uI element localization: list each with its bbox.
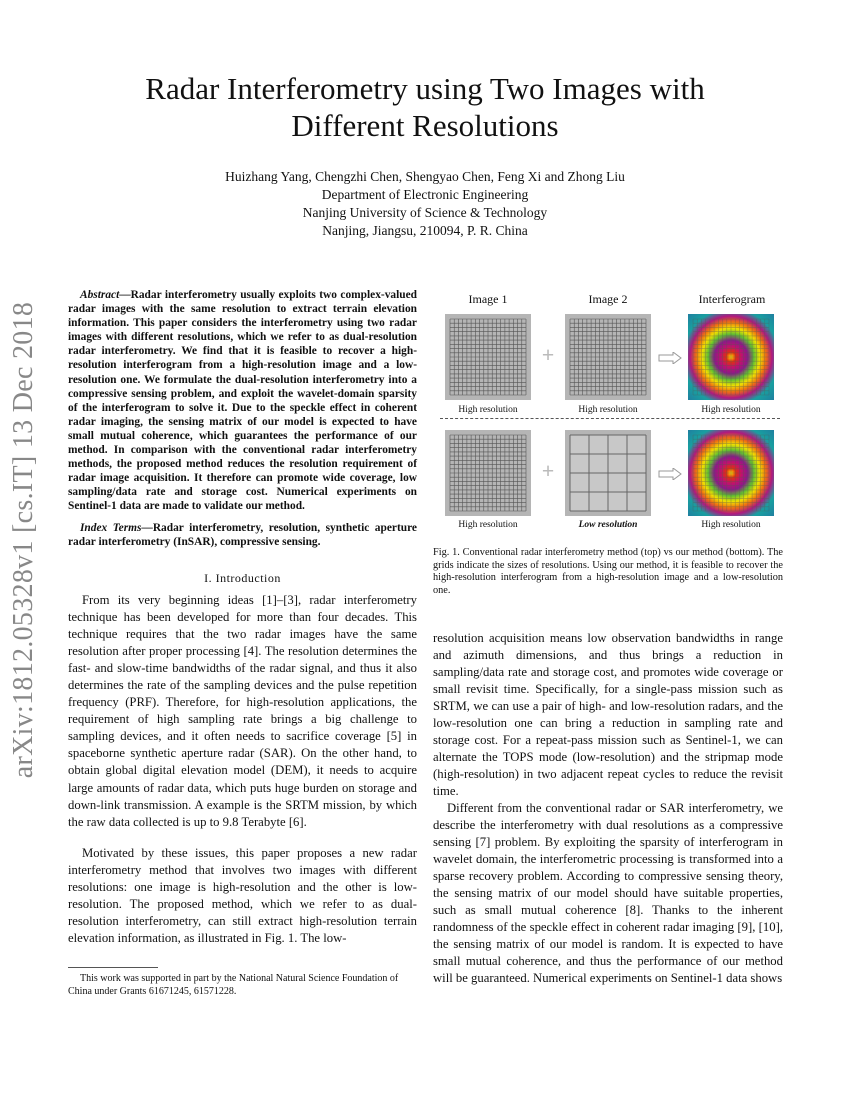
affiliation: Nanjing, Jiangsu, 210094, P. R. China <box>322 223 528 238</box>
authors: Huizhang Yang, Chengzhi Chen, Shengyao Chen, Feng Xi and Zhong Liu <box>225 169 625 184</box>
figure-caption: Fig. 1. Conventional radar interferometry method (top) vs our method (bottom). The grids indicate the sizes of resolutions. Using our method, it is feasible to recover the high-resolution interferogram from a high-resolution image and a low-resolution one. <box>433 547 783 596</box>
intro-paragraph: Different from the conventional radar or SAR interferometry, we describe the interferometry with dual resolutions as a compressive sensing [7] problem. By exploiting the sparsity of interferogram in wavelet domain, the interferometric processing is transformed into a sparse recovery problem. According to compressive sensing theory, the sensing matrix of our model should have suitable properties, such as small mutual coherence [8]. Thanks to the inherent randomness of the speckle effect in coherent radar imaging [9], [10], the sensing matrix of our model is random. It is expected to have small mutual coherence, and thus the performance of our method will be guaranteed. Numerical experiments on Sentinel-1 data shows <box>433 801 783 986</box>
intro-paragraph: From its very beginning ideas [1]–[3], radar interferometry technique has been developed for more than four decades. This technique requires that the two radar images have the same resolution after proper processing [4]. The resolution determines the fast- and slow-time bandwidths of the radar signal, and thus it also determines the rate of the sampling devices and the pulse repetition frequency (PRF). Therefore, for high-resolution applications, the requirement of high sampling rate brings a big challenge to sampling devices, and it often needs to sacrifice coverage [5] in spaceborne synthetic aperture radar (SAR). On the other hand, to obtain global digital elevation model (DEM), it needs to acquire large amounts of radar data, which puts huge burden on storage and down-link transmission. A example is the SRTM mission, by which the raw data collected is up to 9.8 Terabyte [6]. <box>68 593 417 829</box>
footnote: This work was supported in part by the National Natural Science Foundation of China under Grants 61671245, 61571228. <box>68 973 399 997</box>
resolution-label: Low resolution <box>578 520 638 530</box>
author-block <box>60 168 790 240</box>
resolution-label: High resolution <box>458 405 518 415</box>
abstract: Abstract—Radar interferometry usually exploits two complex-valued radar images with the same resolution to extract terrain elevation information. This paper considers the interferometry using two radar images with different resolutions, which we refer to as dual-resolution radar interferometry. We find that it is feasible to recover a high-resolution interferogram from a high-resolution image and a low-resolution one. We formulate the dual-resolution interferometry into a compressive sensing problem, and exploit the wavelet-domain sparsity of the interferogram to solve it. Due to the speckle effect in coherent radar imaging, the sensing matrix of our model is expected to have small mutual coherence, which guarantees the performance of our method. In comparison with the conventional radar interferometry methods, the proposed method reduces the resolution requirement of radar image acquisition. It therefore can promote wide coverage, low sampling/data rate and storage cost. Numerical experiments on Sentinel-1 data are made to validate our method. <box>68 289 417 513</box>
interferogram-image <box>688 430 774 521</box>
plus-icon: + <box>541 458 555 483</box>
paper-title: Radar Interferometry using Two Images with Different Resolutions <box>145 71 705 143</box>
grid-image-low <box>565 430 651 521</box>
index-terms: Index Terms—Radar interferometry, resolution, synthetic aperture radar interferometry (InSAR), compressive sensing. <box>68 522 417 549</box>
intro-paragraph: resolution acquisition means low observation bandwidths in range and azimuth dimensions, and thus brings a reduction in sampling/data rate and storage cost, and promotes wide coverage or small revisit time. Specifically, for a single-pass mission such as SRTM, we can use a pair of high- and low-resolution radars, and the low-resolution one can bring a reduction in sampling rate and storage cost. For a repeat-pass mission such as Sentinel-1, we can alternate the TOPS mode (low-resolution) and the stripmap mode (high-resolution) in two adjacent repeat cycles to reduce the revisit time. <box>433 631 783 799</box>
arxiv-stamp: arXiv:1812.05328v1 [cs.IT] 13 Dec 2018 <box>8 301 39 779</box>
grid-image-high-2 <box>565 314 651 405</box>
grid-image-high-1b <box>445 430 531 521</box>
intro-paragraph: Motivated by these issues, this paper proposes a new radar interferometry method that involves two images with different resolutions: one image is high-resolution and the other is low-resolution. The proposed method, which we refer to as dual-resolution interferometry, can still extract high-resolution terrain elevation information, as illustrated in Fig. 1. The low- <box>68 846 417 946</box>
plus-icon: + <box>541 342 555 367</box>
fig-col-label: Image 2 <box>588 292 628 306</box>
figure-1 <box>440 292 790 537</box>
grid-image-high-1 <box>445 314 531 405</box>
fig-col-label: Image 1 <box>468 292 508 306</box>
interferogram-image <box>688 314 774 405</box>
resolution-label: High resolution <box>578 405 638 415</box>
arrow-icon <box>658 467 682 485</box>
affiliation: Department of Electronic Engineering <box>321 187 529 202</box>
section-heading: I. Introduction <box>204 571 281 585</box>
resolution-label: High resolution <box>701 520 761 530</box>
resolution-label: High resolution <box>458 520 518 530</box>
fig-col-label: Interferogram <box>698 292 766 306</box>
resolution-label: High resolution <box>701 405 761 415</box>
affiliation: Nanjing University of Science & Technology <box>302 205 548 220</box>
arrow-icon <box>658 351 682 369</box>
figure-divider <box>440 418 780 419</box>
footnote-rule <box>68 967 158 968</box>
